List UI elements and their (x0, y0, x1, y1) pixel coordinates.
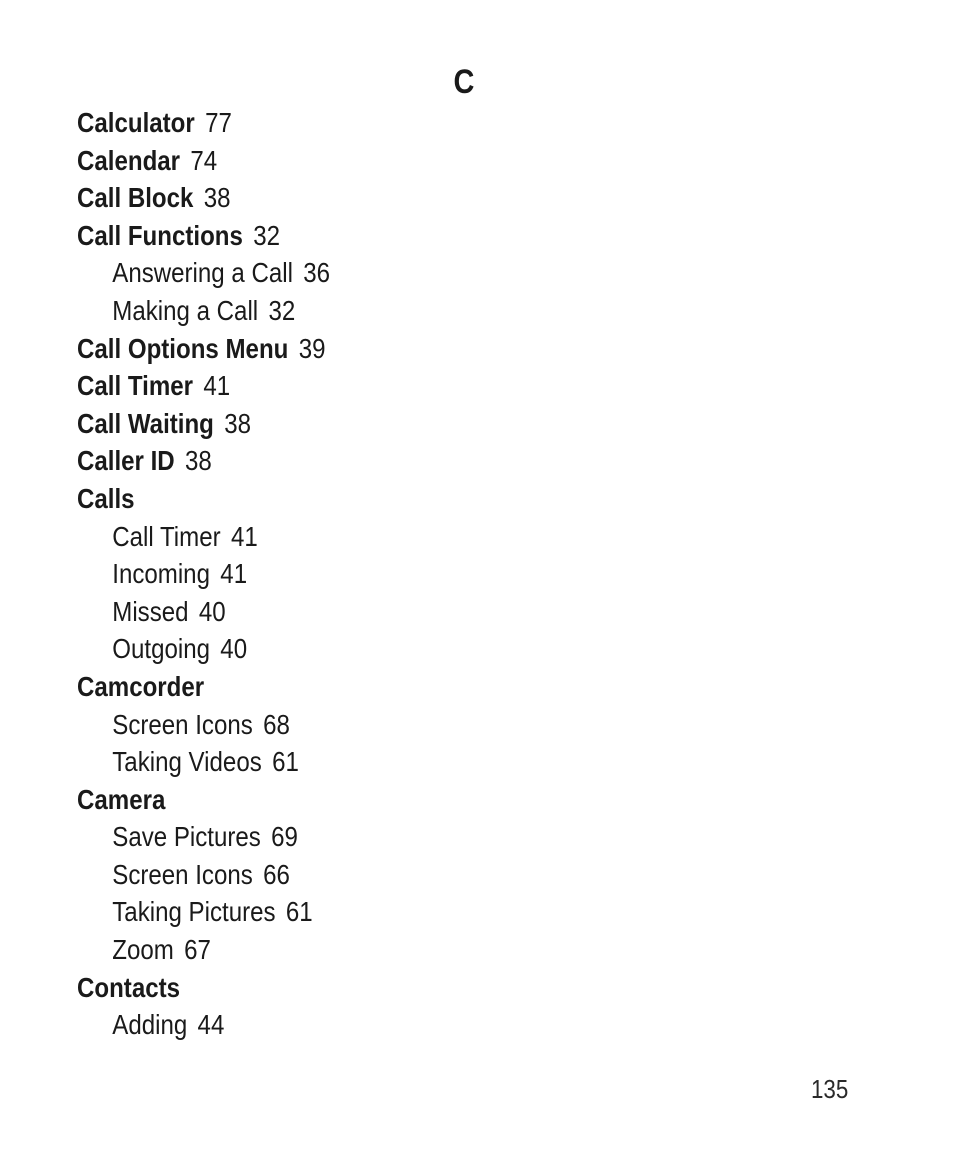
index-term: Taking Pictures (112, 896, 276, 928)
index-page-ref[interactable]: 38 (203, 182, 231, 214)
index-entry (77, 405, 330, 443)
index-term: Camcorder (77, 670, 205, 702)
index-page-ref[interactable]: 41 (230, 520, 258, 552)
index-subentry (77, 893, 330, 931)
page-number: 135 (811, 1074, 849, 1104)
index-page-ref[interactable]: 68 (263, 708, 290, 740)
index-term: Call Timer (112, 520, 221, 552)
index-term: Call Options Menu (77, 332, 289, 364)
index-entry (77, 442, 330, 480)
index-term: Making a Call (112, 294, 259, 326)
index-term: Contacts (77, 971, 181, 1003)
index-entry (77, 142, 330, 180)
index-term: Missed (112, 595, 189, 627)
index-term: Screen Icons (112, 858, 253, 890)
index-page-ref[interactable]: 44 (197, 1009, 225, 1041)
index-subentry (77, 292, 330, 330)
index-page-ref[interactable]: 77 (205, 107, 232, 138)
index-term: Screen Icons (112, 708, 253, 740)
index-subentry (77, 743, 330, 781)
index-page-ref[interactable]: 69 (271, 821, 298, 853)
index-term: Call Block (77, 182, 194, 214)
index-subentry (77, 254, 330, 292)
index-term: Adding (112, 1009, 188, 1041)
index-page-ref[interactable]: 32 (268, 294, 296, 326)
index-term: Calendar (77, 144, 181, 176)
index-entry (77, 969, 330, 1007)
index-entry (77, 104, 330, 142)
index-subentry (77, 555, 330, 593)
index-term: Zoom (112, 934, 174, 966)
index-page-ref[interactable]: 40 (198, 595, 226, 627)
index-page-ref[interactable]: 74 (190, 144, 218, 176)
index-entry (77, 179, 330, 217)
index-entry (77, 217, 330, 255)
index-page-ref[interactable]: 38 (224, 407, 252, 439)
index-subentry (77, 856, 330, 894)
index-term: Save Pictures (112, 821, 261, 853)
index-entry-list (77, 104, 371, 1044)
index-subentry (77, 931, 330, 969)
index-entry (77, 668, 330, 706)
index-term: Camera (77, 783, 166, 815)
index-subentry (77, 518, 330, 556)
index-page-ref[interactable]: 41 (203, 370, 231, 402)
index-term: Calls (77, 482, 135, 514)
index-page-ref[interactable]: 61 (272, 746, 299, 778)
index-page-ref[interactable]: 32 (253, 219, 281, 251)
index-term: Caller ID (77, 445, 175, 477)
index-entry (77, 367, 330, 405)
index-term: Incoming (112, 558, 210, 590)
index-page-ref[interactable]: 39 (298, 332, 326, 364)
index-page-ref[interactable]: 38 (185, 445, 212, 477)
index-term: Outgoing (112, 633, 210, 665)
index-page-ref[interactable]: 40 (220, 633, 248, 665)
index-page-ref[interactable]: 36 (303, 257, 331, 289)
index-entry (77, 480, 330, 518)
index-subentry (77, 706, 330, 744)
index-term: Calculator (77, 107, 195, 138)
index-term: Answering a Call (112, 257, 293, 289)
index-page-ref[interactable]: 66 (263, 858, 290, 890)
section-letter-heading: C (453, 63, 475, 101)
index-subentry (77, 630, 330, 668)
index-page-ref[interactable]: 67 (184, 934, 211, 966)
index-subentry (77, 1006, 330, 1044)
index-term: Call Functions (77, 219, 243, 251)
index-entry (77, 781, 330, 819)
index-page-ref[interactable]: 61 (285, 896, 313, 928)
index-term: Call Timer (77, 370, 193, 402)
index-subentry (77, 818, 330, 856)
index-entry (77, 330, 330, 368)
index-subentry (77, 593, 330, 631)
index-term: Call Waiting (77, 407, 214, 439)
index-term: Taking Videos (112, 746, 262, 778)
index-page-ref[interactable]: 41 (220, 558, 248, 590)
